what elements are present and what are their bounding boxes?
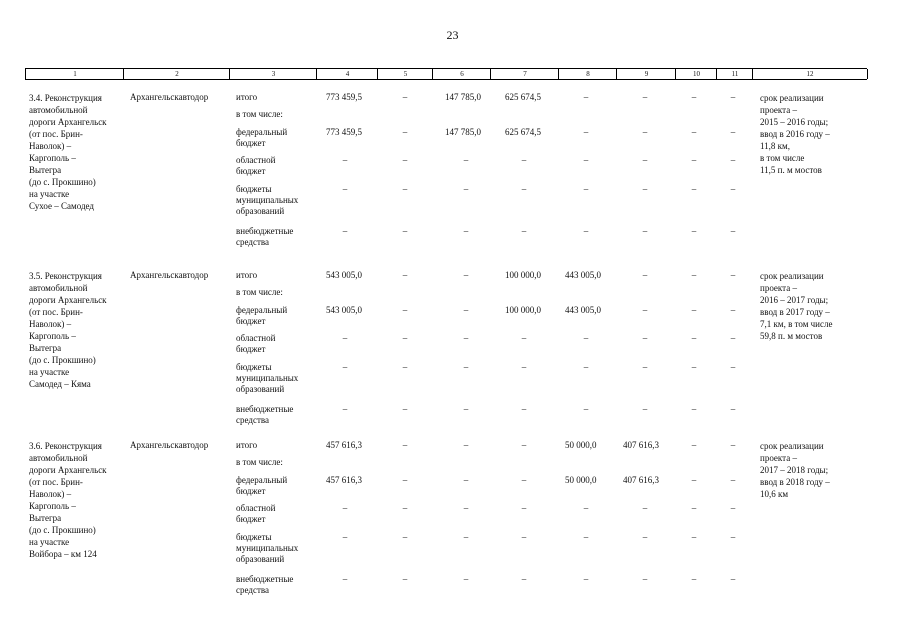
empty-dash: – bbox=[463, 503, 469, 513]
empty-dash: – bbox=[342, 503, 348, 513]
funding-source-label: федеральный бюджет bbox=[236, 305, 288, 326]
empty-dash: – bbox=[730, 362, 736, 372]
empty-dash: – bbox=[342, 333, 348, 343]
amount-c8: 443 005,0 bbox=[565, 305, 601, 315]
empty-dash: – bbox=[463, 440, 469, 450]
header-col-8: 8 bbox=[558, 69, 617, 79]
empty-dash: – bbox=[730, 333, 736, 343]
empty-dash: – bbox=[642, 574, 648, 584]
empty-dash: – bbox=[463, 226, 469, 236]
amount-c9: 407 616,3 bbox=[623, 475, 659, 485]
empty-dash: – bbox=[583, 226, 589, 236]
empty-dash: – bbox=[730, 226, 736, 236]
empty-dash: – bbox=[521, 440, 527, 450]
empty-dash: – bbox=[463, 532, 469, 542]
empty-dash: – bbox=[402, 475, 408, 485]
empty-dash: – bbox=[463, 574, 469, 584]
page-number: 23 bbox=[446, 28, 459, 42]
empty-dash: – bbox=[691, 226, 697, 236]
funding-source-label: итого bbox=[236, 270, 258, 280]
empty-dash: – bbox=[463, 270, 469, 280]
responsible-org: Архангельскавтодор bbox=[130, 270, 209, 280]
header-col-1: 1 bbox=[25, 69, 124, 79]
empty-dash: – bbox=[642, 184, 648, 194]
amount-c8: 50 000,0 bbox=[565, 440, 597, 450]
empty-dash: – bbox=[730, 127, 736, 137]
empty-dash: – bbox=[642, 127, 648, 137]
empty-dash: – bbox=[521, 362, 527, 372]
funding-source-label: бюджеты муниципальных образований bbox=[236, 184, 299, 216]
empty-dash: – bbox=[583, 184, 589, 194]
empty-dash: – bbox=[583, 362, 589, 372]
funding-source-label: итого bbox=[236, 440, 258, 450]
empty-dash: – bbox=[402, 503, 408, 513]
amount-c8: 50 000,0 bbox=[565, 475, 597, 485]
responsible-org: Архангельскавтодор bbox=[130, 92, 209, 102]
header-col-4: 4 bbox=[316, 69, 378, 79]
project-note: срок реализации проекта – 2016 – 2017 годы; ввод в 2017 году – 7,1 км, в том числе 59,8 п. м мостов bbox=[760, 271, 833, 341]
empty-dash: – bbox=[342, 155, 348, 165]
empty-dash: – bbox=[642, 270, 648, 280]
empty-dash: – bbox=[583, 574, 589, 584]
header-col-5: 5 bbox=[377, 69, 433, 79]
empty-dash: – bbox=[342, 362, 348, 372]
amount-c8: 443 005,0 bbox=[565, 270, 601, 280]
empty-dash: – bbox=[402, 362, 408, 372]
project-title: 3.4. Реконструкция автомобильной дороги Архангельск (от пос. Брин- Наволок) – Каргополь – Вытегра (до с. Прокшино) на участке Сухое – Самодед bbox=[29, 93, 107, 211]
header-col-3: 3 bbox=[229, 69, 317, 79]
empty-dash: – bbox=[691, 333, 697, 343]
funding-source-label: областной бюджет bbox=[236, 333, 276, 354]
empty-dash: – bbox=[691, 532, 697, 542]
header-col-6: 6 bbox=[432, 69, 491, 79]
empty-dash: – bbox=[730, 475, 736, 485]
empty-dash: – bbox=[691, 184, 697, 194]
empty-dash: – bbox=[583, 503, 589, 513]
empty-dash: – bbox=[402, 92, 408, 102]
empty-dash: – bbox=[342, 574, 348, 584]
empty-dash: – bbox=[730, 532, 736, 542]
responsible-org: Архангельскавтодор bbox=[130, 440, 209, 450]
amount-c4: 457 616,3 bbox=[326, 440, 362, 450]
project-title: 3.6. Реконструкция автомобильной дороги Архангельск (от пос. Брин- Наволок) – Каргополь – Вытегра (до с. Прокшино) на участке Войбора – км 124 bbox=[29, 441, 107, 559]
header-col-7: 7 bbox=[490, 69, 559, 79]
empty-dash: – bbox=[463, 333, 469, 343]
funding-source-label: бюджеты муниципальных образований bbox=[236, 532, 299, 564]
empty-dash: – bbox=[642, 503, 648, 513]
amount-c7: 625 674,5 bbox=[505, 127, 541, 137]
empty-dash: – bbox=[402, 155, 408, 165]
empty-dash: – bbox=[402, 184, 408, 194]
empty-dash: – bbox=[402, 333, 408, 343]
funding-source-label: федеральный бюджет bbox=[236, 127, 288, 148]
empty-dash: – bbox=[691, 155, 697, 165]
empty-dash: – bbox=[402, 440, 408, 450]
empty-dash: – bbox=[463, 362, 469, 372]
project-note: срок реализации проекта – 2017 – 2018 годы; ввод в 2018 году – 10,6 км bbox=[760, 441, 830, 499]
empty-dash: – bbox=[691, 270, 697, 280]
empty-dash: – bbox=[463, 155, 469, 165]
empty-dash: – bbox=[730, 92, 736, 102]
empty-dash: – bbox=[521, 226, 527, 236]
amount-c7: 100 000,0 bbox=[505, 305, 541, 315]
empty-dash: – bbox=[521, 333, 527, 343]
empty-dash: – bbox=[583, 155, 589, 165]
empty-dash: – bbox=[642, 362, 648, 372]
funding-source-label: итого bbox=[236, 92, 258, 102]
empty-dash: – bbox=[402, 532, 408, 542]
empty-dash: – bbox=[730, 305, 736, 315]
amount-c4: 773 459,5 bbox=[326, 127, 362, 137]
empty-dash: – bbox=[583, 333, 589, 343]
empty-dash: – bbox=[691, 574, 697, 584]
table-header-row bbox=[25, 68, 867, 80]
empty-dash: – bbox=[730, 574, 736, 584]
empty-dash: – bbox=[342, 226, 348, 236]
funding-source-label: бюджеты муниципальных образований bbox=[236, 362, 299, 394]
empty-dash: – bbox=[691, 503, 697, 513]
empty-dash: – bbox=[521, 475, 527, 485]
empty-dash: – bbox=[463, 305, 469, 315]
funding-source-label: в том числе: bbox=[236, 457, 283, 467]
header-col-2: 2 bbox=[123, 69, 230, 79]
empty-dash: – bbox=[521, 404, 527, 414]
empty-dash: – bbox=[642, 333, 648, 343]
funding-source-label: федеральный бюджет bbox=[236, 475, 288, 496]
empty-dash: – bbox=[730, 404, 736, 414]
empty-dash: – bbox=[402, 305, 408, 315]
empty-dash: – bbox=[521, 574, 527, 584]
amount-c9: 407 616,3 bbox=[623, 440, 659, 450]
empty-dash: – bbox=[583, 127, 589, 137]
empty-dash: – bbox=[730, 503, 736, 513]
empty-dash: – bbox=[642, 532, 648, 542]
empty-dash: – bbox=[521, 503, 527, 513]
empty-dash: – bbox=[342, 404, 348, 414]
empty-dash: – bbox=[402, 226, 408, 236]
empty-dash: – bbox=[463, 475, 469, 485]
empty-dash: – bbox=[463, 404, 469, 414]
funding-source-label: внебюджетные средства bbox=[236, 574, 294, 595]
empty-dash: – bbox=[691, 362, 697, 372]
project-title: 3.5. Реконструкция автомобильной дороги Архангельск (от пос. Брин- Наволок) – Каргополь – Вытегра (до с. Прокшино) на участке Самодед – Кяма bbox=[29, 271, 107, 389]
empty-dash: – bbox=[691, 305, 697, 315]
amount-c7: 100 000,0 bbox=[505, 270, 541, 280]
amount-c4: 543 005,0 bbox=[326, 270, 362, 280]
header-col-10: 10 bbox=[675, 69, 717, 79]
empty-dash: – bbox=[730, 184, 736, 194]
amount-c4: 773 459,5 bbox=[326, 92, 362, 102]
empty-dash: – bbox=[402, 127, 408, 137]
amount-c6: 147 785,0 bbox=[445, 92, 481, 102]
funding-source-label: областной бюджет bbox=[236, 503, 276, 524]
funding-source-label: областной бюджет bbox=[236, 155, 276, 176]
empty-dash: – bbox=[521, 184, 527, 194]
amount-c6: 147 785,0 bbox=[445, 127, 481, 137]
empty-dash: – bbox=[402, 270, 408, 280]
empty-dash: – bbox=[521, 532, 527, 542]
empty-dash: – bbox=[642, 155, 648, 165]
funding-source-label: внебюджетные средства bbox=[236, 404, 294, 425]
amount-c4: 457 616,3 bbox=[326, 475, 362, 485]
empty-dash: – bbox=[583, 92, 589, 102]
amount-c7: 625 674,5 bbox=[505, 92, 541, 102]
empty-dash: – bbox=[691, 127, 697, 137]
funding-source-label: в том числе: bbox=[236, 287, 283, 297]
empty-dash: – bbox=[691, 440, 697, 450]
empty-dash: – bbox=[691, 92, 697, 102]
empty-dash: – bbox=[691, 404, 697, 414]
funding-source-label: в том числе: bbox=[236, 109, 283, 119]
empty-dash: – bbox=[342, 184, 348, 194]
empty-dash: – bbox=[730, 440, 736, 450]
empty-dash: – bbox=[463, 184, 469, 194]
empty-dash: – bbox=[642, 305, 648, 315]
empty-dash: – bbox=[691, 475, 697, 485]
empty-dash: – bbox=[402, 574, 408, 584]
project-note: срок реализации проекта – 2015 – 2016 годы; ввод в 2016 году – 11,8 км, в том числе 11,5 п. м мостов bbox=[760, 93, 830, 175]
empty-dash: – bbox=[583, 404, 589, 414]
empty-dash: – bbox=[402, 404, 408, 414]
empty-dash: – bbox=[730, 155, 736, 165]
empty-dash: – bbox=[642, 92, 648, 102]
header-col-12: 12 bbox=[752, 69, 868, 79]
empty-dash: – bbox=[583, 532, 589, 542]
funding-source-label: внебюджетные средства bbox=[236, 226, 294, 247]
header-col-11: 11 bbox=[716, 69, 753, 79]
empty-dash: – bbox=[342, 532, 348, 542]
empty-dash: – bbox=[521, 155, 527, 165]
amount-c4: 543 005,0 bbox=[326, 305, 362, 315]
header-col-9: 9 bbox=[616, 69, 676, 79]
empty-dash: – bbox=[642, 404, 648, 414]
empty-dash: – bbox=[730, 270, 736, 280]
empty-dash: – bbox=[642, 226, 648, 236]
